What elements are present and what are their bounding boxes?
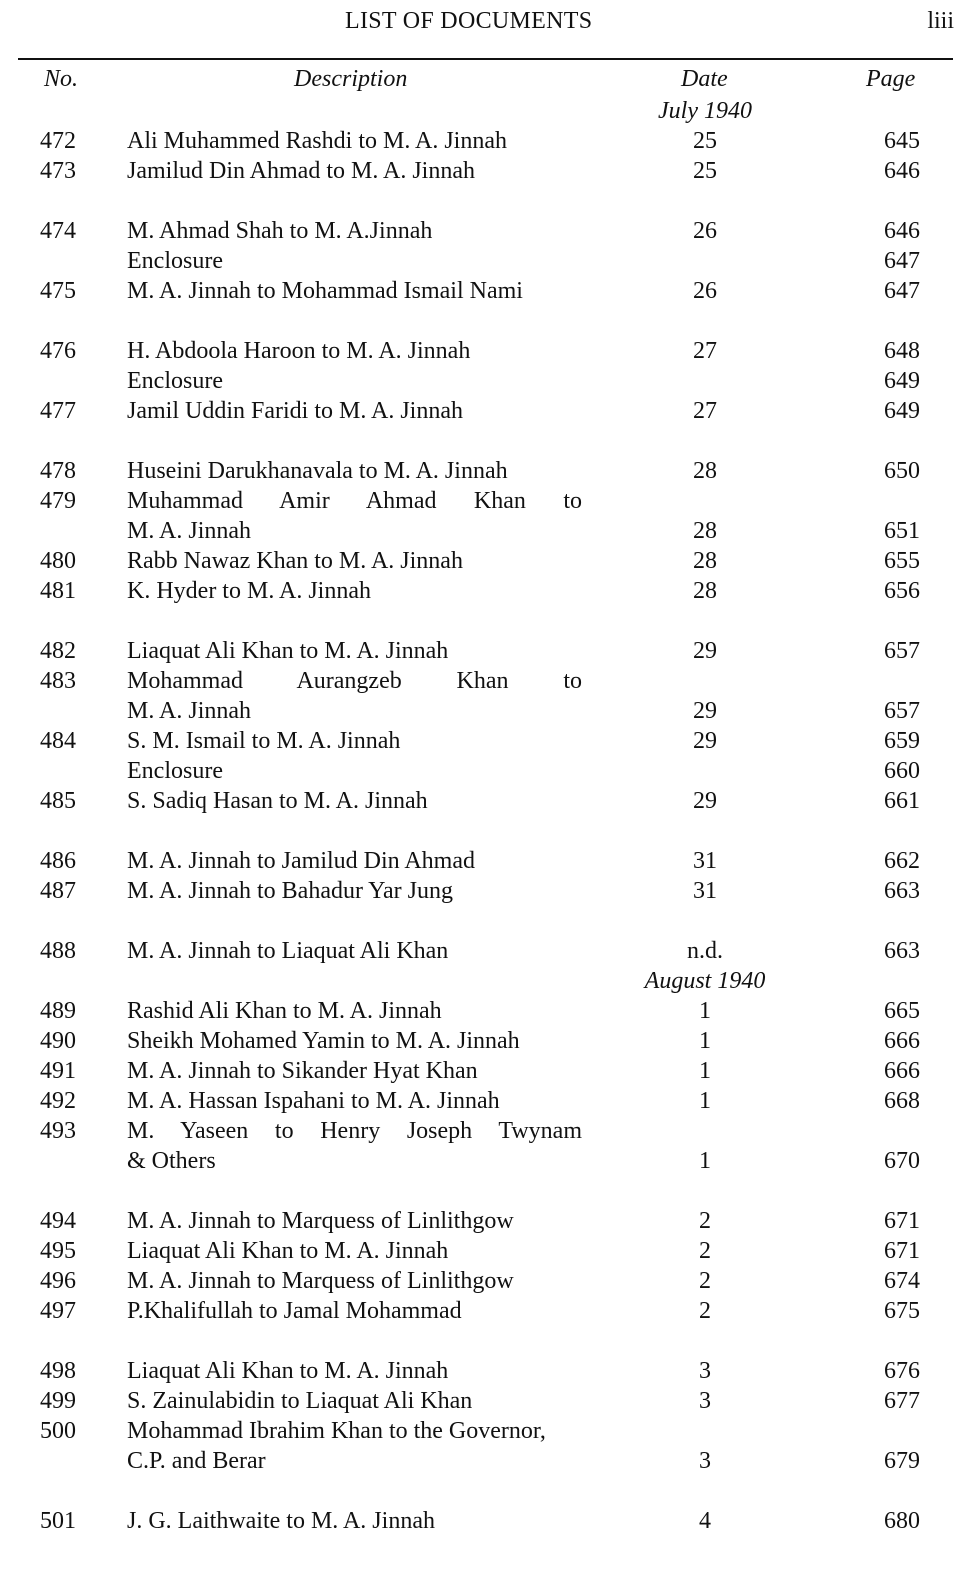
document-number: 493 xyxy=(40,1118,76,1144)
document-page: 671 xyxy=(884,1208,920,1234)
document-description: M. Yaseen to Henry Joseph Twynam xyxy=(127,1118,582,1144)
document-page: 649 xyxy=(884,368,920,394)
document-number: 498 xyxy=(40,1358,76,1384)
document-description: J. G. Laithwaite to M. A. Jinnah xyxy=(127,1508,435,1534)
document-row xyxy=(0,1386,968,1416)
document-row xyxy=(0,486,968,516)
row-spacer xyxy=(0,816,968,846)
document-row-continuation xyxy=(0,366,968,396)
document-page: 679 xyxy=(884,1448,920,1474)
document-description: S. M. Ismail to M. A. Jinnah xyxy=(127,728,401,754)
document-number: 497 xyxy=(40,1298,76,1324)
document-page: 656 xyxy=(884,578,920,604)
document-number: 494 xyxy=(40,1208,76,1234)
document-description: M. A. Jinnah to Jamilud Din Ahmad xyxy=(127,848,475,874)
document-row-continuation xyxy=(0,246,968,276)
document-number: 489 xyxy=(40,998,76,1024)
document-row-continuation xyxy=(0,756,968,786)
document-description: K. Hyder to M. A. Jinnah xyxy=(127,578,371,604)
document-number: 473 xyxy=(40,158,76,184)
document-description: S. Zainulabidin to Liaquat Ali Khan xyxy=(127,1388,473,1414)
document-description: Rashid Ali Khan to M. A. Jinnah xyxy=(127,998,442,1024)
document-description: Muhammad Amir Ahmad Khan to xyxy=(127,488,582,514)
document-page: 647 xyxy=(884,248,920,274)
document-number: 477 xyxy=(40,398,76,424)
document-description: H. Abdoola Haroon to M. A. Jinnah xyxy=(127,338,471,364)
document-description: M. A. Jinnah to Liaquat Ali Khan xyxy=(127,938,449,964)
month-heading xyxy=(0,96,968,126)
document-date: 2 xyxy=(699,1298,711,1324)
document-date: 29 xyxy=(693,788,717,814)
document-row xyxy=(0,1416,968,1446)
document-description: M. A. Jinnah xyxy=(127,698,252,724)
document-date: 2 xyxy=(699,1268,711,1294)
document-row xyxy=(0,1026,968,1056)
row-spacer xyxy=(0,1326,968,1356)
document-page: 668 xyxy=(884,1088,920,1114)
document-row xyxy=(0,396,968,426)
document-page: 677 xyxy=(884,1388,920,1414)
document-date: 31 xyxy=(693,878,717,904)
row-spacer xyxy=(0,1176,968,1206)
document-description: Jamilud Din Ahmad to M. A. Jinnah xyxy=(127,158,475,184)
document-row xyxy=(0,546,968,576)
document-date: 1 xyxy=(699,1148,711,1174)
document-number: 492 xyxy=(40,1088,76,1114)
document-page: 675 xyxy=(884,1298,920,1324)
document-row-continuation xyxy=(0,1446,968,1476)
document-description: Mohammad Aurangzeb Khan to xyxy=(127,668,582,694)
document-page: 657 xyxy=(884,638,920,664)
document-page: 651 xyxy=(884,518,920,544)
document-date: 26 xyxy=(693,278,717,304)
document-date: 26 xyxy=(693,218,717,244)
document-row-continuation xyxy=(0,696,968,726)
document-date: 3 xyxy=(699,1388,711,1414)
document-number: 501 xyxy=(40,1508,76,1534)
document-date: 2 xyxy=(699,1208,711,1234)
document-date: 29 xyxy=(693,698,717,724)
document-page: 666 xyxy=(884,1028,920,1054)
document-row xyxy=(0,576,968,606)
document-row xyxy=(0,666,968,696)
document-number: 488 xyxy=(40,938,76,964)
document-date: 28 xyxy=(693,548,717,574)
document-number: 487 xyxy=(40,878,76,904)
document-row xyxy=(0,1086,968,1116)
document-number: 491 xyxy=(40,1058,76,1084)
document-date: 3 xyxy=(699,1358,711,1384)
document-row xyxy=(0,1266,968,1296)
document-description: M. A. Hassan Ispahani to M. A. Jinnah xyxy=(127,1088,500,1114)
document-page: 646 xyxy=(884,158,920,184)
document-date: 29 xyxy=(693,728,717,754)
document-description: M. A. Jinnah to Marquess of Linlithgow xyxy=(127,1208,514,1234)
row-spacer xyxy=(0,426,968,456)
document-row xyxy=(0,1116,968,1146)
month-heading xyxy=(0,966,968,996)
document-page: 671 xyxy=(884,1238,920,1264)
document-row xyxy=(0,126,968,156)
document-page: 680 xyxy=(884,1508,920,1534)
document-date: 28 xyxy=(693,518,717,544)
document-page: 649 xyxy=(884,398,920,424)
document-page: 663 xyxy=(884,938,920,964)
document-description: Enclosure xyxy=(127,368,223,394)
document-page: 660 xyxy=(884,758,920,784)
document-date: 1 xyxy=(699,998,711,1024)
document-page: 665 xyxy=(884,998,920,1024)
document-row xyxy=(0,726,968,756)
document-description: Liaquat Ali Khan to M. A. Jinnah xyxy=(127,1238,449,1264)
document-description: M. Ahmad Shah to M. A.Jinnah xyxy=(127,218,433,244)
document-page: 657 xyxy=(884,698,920,724)
row-spacer xyxy=(0,906,968,936)
column-header-date: Date xyxy=(681,66,728,92)
row-spacer xyxy=(0,186,968,216)
document-row xyxy=(0,786,968,816)
document-description: M. A. Jinnah to Marquess of Linlithgow xyxy=(127,1268,514,1294)
document-row xyxy=(0,936,968,966)
document-number: 481 xyxy=(40,578,76,604)
document-page: 647 xyxy=(884,278,920,304)
document-number: 478 xyxy=(40,458,76,484)
document-number: 485 xyxy=(40,788,76,814)
document-row xyxy=(0,876,968,906)
document-number: 479 xyxy=(40,488,76,514)
document-date: 3 xyxy=(699,1448,711,1474)
document-page: 670 xyxy=(884,1148,920,1174)
document-number: 474 xyxy=(40,218,76,244)
document-page: 655 xyxy=(884,548,920,574)
document-page: 648 xyxy=(884,338,920,364)
document-description: Huseini Darukhanavala to M. A. Jinnah xyxy=(127,458,508,484)
document-date: 31 xyxy=(693,848,717,874)
document-row xyxy=(0,1506,968,1536)
document-number: 486 xyxy=(40,848,76,874)
document-page: 650 xyxy=(884,458,920,484)
document-date: 1 xyxy=(699,1028,711,1054)
document-number: 483 xyxy=(40,668,76,694)
document-row xyxy=(0,216,968,246)
document-number: 472 xyxy=(40,128,76,154)
document-description: Enclosure xyxy=(127,758,223,784)
document-description: M. A. Jinnah to Mohammad Ismail Nami xyxy=(127,278,523,304)
row-spacer xyxy=(0,1476,968,1506)
column-header-page: Page xyxy=(866,66,916,92)
header-rule xyxy=(18,58,953,60)
document-date: 28 xyxy=(693,578,717,604)
document-date: 29 xyxy=(693,638,717,664)
document-number: 476 xyxy=(40,338,76,364)
document-page: 676 xyxy=(884,1358,920,1384)
document-list xyxy=(0,96,968,1536)
document-description: Mohammad Ibrahim Khan to the Governor, xyxy=(127,1418,546,1444)
document-date: 2 xyxy=(699,1238,711,1264)
document-number: 495 xyxy=(40,1238,76,1264)
document-row xyxy=(0,846,968,876)
document-description: M. A. Jinnah to Sikander Hyat Khan xyxy=(127,1058,478,1084)
document-page: 663 xyxy=(884,878,920,904)
document-page: 659 xyxy=(884,728,920,754)
document-page: 661 xyxy=(884,788,920,814)
document-description: Sheikh Mohamed Yamin to M. A. Jinnah xyxy=(127,1028,520,1054)
document-date: 1 xyxy=(699,1088,711,1114)
document-row-continuation xyxy=(0,516,968,546)
row-spacer xyxy=(0,306,968,336)
document-page: 674 xyxy=(884,1268,920,1294)
document-row xyxy=(0,636,968,666)
document-date: 28 xyxy=(693,458,717,484)
document-row xyxy=(0,336,968,366)
row-spacer xyxy=(0,606,968,636)
document-description: M. A. Jinnah to Bahadur Yar Jung xyxy=(127,878,454,904)
document-page: 646 xyxy=(884,218,920,244)
page-number: liii xyxy=(927,8,954,34)
document-number: 490 xyxy=(40,1028,76,1054)
document-page: 666 xyxy=(884,1058,920,1084)
document-date: 27 xyxy=(693,398,717,424)
document-row-continuation xyxy=(0,1146,968,1176)
document-date: 4 xyxy=(699,1508,711,1534)
document-number: 499 xyxy=(40,1388,76,1414)
column-header-description: Description xyxy=(294,66,408,92)
document-number: 475 xyxy=(40,278,76,304)
document-number: 482 xyxy=(40,638,76,664)
document-row xyxy=(0,1236,968,1266)
document-description: Liaquat Ali Khan to M. A. Jinnah xyxy=(127,638,449,664)
document-number: 500 xyxy=(40,1418,76,1444)
document-description: S. Sadiq Hasan to M. A. Jinnah xyxy=(127,788,428,814)
document-row xyxy=(0,276,968,306)
document-row xyxy=(0,456,968,486)
document-row xyxy=(0,996,968,1026)
document-number: 484 xyxy=(40,728,76,754)
document-date: 27 xyxy=(693,338,717,364)
document-number: 496 xyxy=(40,1268,76,1294)
month-label: August 1940 xyxy=(644,968,766,994)
running-title: LIST OF DOCUMENTS xyxy=(345,8,593,34)
document-row xyxy=(0,156,968,186)
document-page: 662 xyxy=(884,848,920,874)
document-description: C.P. and Berar xyxy=(127,1448,266,1474)
page-header xyxy=(0,8,968,42)
column-header-no: No. xyxy=(44,66,79,92)
document-row xyxy=(0,1356,968,1386)
document-row xyxy=(0,1296,968,1326)
document-row xyxy=(0,1206,968,1236)
document-description: Ali Muhammed Rashdi to M. A. Jinnah xyxy=(127,128,507,154)
document-description: Rabb Nawaz Khan to M. A. Jinnah xyxy=(127,548,463,574)
document-date: 25 xyxy=(693,158,717,184)
document-description: Enclosure xyxy=(127,248,223,274)
document-number: 480 xyxy=(40,548,76,574)
month-label: July 1940 xyxy=(658,98,752,124)
document-description: Jamil Uddin Faridi to M. A. Jinnah xyxy=(127,398,463,424)
document-date: 25 xyxy=(693,128,717,154)
document-row xyxy=(0,1056,968,1086)
document-description: M. A. Jinnah xyxy=(127,518,252,544)
document-description: Liaquat Ali Khan to M. A. Jinnah xyxy=(127,1358,449,1384)
document-description: & Others xyxy=(127,1148,216,1174)
document-description: P.Khalifullah to Jamal Mohammad xyxy=(127,1298,462,1324)
document-date: 1 xyxy=(699,1058,711,1084)
document-date: n.d. xyxy=(687,938,723,964)
document-page: 645 xyxy=(884,128,920,154)
